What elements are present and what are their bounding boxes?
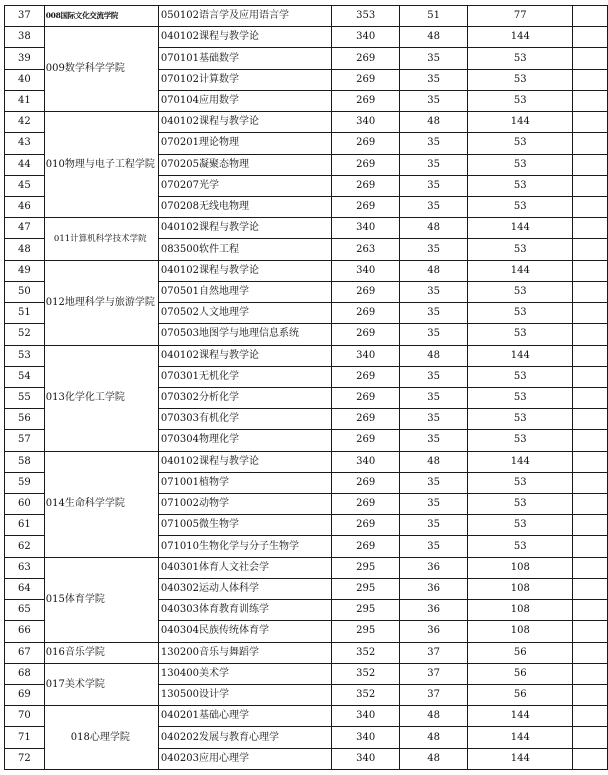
single-subject-score-cell: 48	[399, 345, 467, 366]
blank-cell	[573, 748, 608, 769]
single-subject-score-cell: 35	[399, 175, 467, 196]
other-subject-score-cell: 53	[468, 90, 573, 111]
blank-cell	[573, 154, 608, 175]
college-cell: 015体育学院	[44, 557, 158, 642]
total-score-cell: 340	[332, 345, 399, 366]
major-cell: 070207光学	[158, 175, 332, 196]
single-subject-score-cell: 35	[399, 387, 467, 408]
single-subject-score-cell: 35	[399, 48, 467, 69]
major-cell: 070303有机化学	[158, 409, 332, 430]
blank-cell	[573, 642, 608, 663]
other-subject-score-cell: 144	[468, 727, 573, 748]
blank-cell	[573, 48, 608, 69]
single-subject-score-cell: 35	[399, 494, 467, 515]
row-number-cell: 50	[5, 281, 45, 302]
row-number-cell: 51	[5, 303, 45, 324]
table-row	[5, 260, 608, 281]
total-score-cell: 340	[332, 706, 399, 727]
college-cell: 010物理与电子工程学院	[44, 112, 158, 218]
single-subject-score-cell: 35	[399, 154, 467, 175]
major-cell: 040102课程与教学论	[158, 218, 332, 239]
total-score-cell: 269	[332, 90, 399, 111]
blank-cell	[573, 515, 608, 536]
blank-cell	[573, 685, 608, 706]
row-number-cell: 54	[5, 366, 45, 387]
single-subject-score-cell: 35	[399, 69, 467, 90]
total-score-cell: 269	[332, 366, 399, 387]
major-cell: 070501自然地理学	[158, 281, 332, 302]
blank-cell	[573, 451, 608, 472]
other-subject-score-cell: 53	[468, 515, 573, 536]
single-subject-score-cell: 37	[399, 663, 467, 684]
other-subject-score-cell: 144	[468, 112, 573, 133]
blank-cell	[573, 239, 608, 260]
total-score-cell: 295	[332, 578, 399, 599]
college-cell: 017美术学院	[44, 663, 158, 705]
major-cell: 040304民族传统体育学	[158, 621, 332, 642]
single-subject-score-cell: 36	[399, 557, 467, 578]
blank-cell	[573, 706, 608, 727]
other-subject-score-cell: 56	[468, 685, 573, 706]
single-subject-score-cell: 48	[399, 748, 467, 769]
total-score-cell: 269	[332, 48, 399, 69]
total-score-cell: 269	[332, 472, 399, 493]
other-subject-score-cell: 56	[468, 642, 573, 663]
other-subject-score-cell: 144	[468, 27, 573, 48]
major-cell: 130500设计学	[158, 685, 332, 706]
major-cell: 071001植物学	[158, 472, 332, 493]
total-score-cell: 269	[332, 154, 399, 175]
major-cell: 040301体育人文社会学	[158, 557, 332, 578]
major-cell: 040102课程与教学论	[158, 345, 332, 366]
college-cell: 016音乐学院	[44, 642, 158, 663]
total-score-cell: 295	[332, 621, 399, 642]
total-score-cell: 263	[332, 239, 399, 260]
single-subject-score-cell: 35	[399, 196, 467, 217]
row-number-cell: 63	[5, 557, 45, 578]
major-cell: 130200音乐与舞蹈学	[158, 642, 332, 663]
other-subject-score-cell: 53	[468, 430, 573, 451]
blank-cell	[573, 281, 608, 302]
single-subject-score-cell: 48	[399, 218, 467, 239]
table-row	[5, 112, 608, 133]
other-subject-score-cell: 53	[468, 324, 573, 345]
row-number-cell: 68	[5, 663, 45, 684]
major-cell: 070201理论物理	[158, 133, 332, 154]
single-subject-score-cell: 35	[399, 324, 467, 345]
single-subject-score-cell: 36	[399, 578, 467, 599]
single-subject-score-cell: 35	[399, 430, 467, 451]
total-score-cell: 269	[332, 387, 399, 408]
blank-cell	[573, 430, 608, 451]
single-subject-score-cell: 35	[399, 515, 467, 536]
other-subject-score-cell: 108	[468, 621, 573, 642]
row-number-cell: 39	[5, 48, 45, 69]
total-score-cell: 269	[332, 536, 399, 557]
total-score-cell: 269	[332, 69, 399, 90]
blank-cell	[573, 112, 608, 133]
table-row	[5, 218, 608, 239]
major-cell: 071010生物化学与分子生物学	[158, 536, 332, 557]
single-subject-score-cell: 48	[399, 260, 467, 281]
row-number-cell: 71	[5, 727, 45, 748]
other-subject-score-cell: 53	[468, 281, 573, 302]
blank-cell	[573, 366, 608, 387]
row-number-cell: 45	[5, 175, 45, 196]
total-score-cell: 269	[332, 175, 399, 196]
single-subject-score-cell: 35	[399, 536, 467, 557]
other-subject-score-cell: 53	[468, 409, 573, 430]
other-subject-score-cell: 144	[468, 260, 573, 281]
row-number-cell: 41	[5, 90, 45, 111]
major-cell: 070304物理化学	[158, 430, 332, 451]
single-subject-score-cell: 48	[399, 112, 467, 133]
major-cell: 040102课程与教学论	[158, 260, 332, 281]
total-score-cell: 352	[332, 685, 399, 706]
major-cell: 040201基础心理学	[158, 706, 332, 727]
blank-cell	[573, 536, 608, 557]
total-score-cell: 340	[332, 727, 399, 748]
blank-cell	[573, 69, 608, 90]
major-cell: 040203应用心理学	[158, 748, 332, 769]
major-cell: 070205凝聚态物理	[158, 154, 332, 175]
blank-cell	[573, 6, 608, 27]
other-subject-score-cell: 53	[468, 239, 573, 260]
row-number-cell: 37	[5, 6, 45, 27]
single-subject-score-cell: 37	[399, 685, 467, 706]
other-subject-score-cell: 108	[468, 600, 573, 621]
other-subject-score-cell: 144	[468, 218, 573, 239]
table-row	[5, 451, 608, 472]
blank-cell	[573, 175, 608, 196]
single-subject-score-cell: 48	[399, 727, 467, 748]
other-subject-score-cell: 53	[468, 175, 573, 196]
total-score-cell: 340	[332, 112, 399, 133]
other-subject-score-cell: 108	[468, 578, 573, 599]
other-subject-score-cell: 53	[468, 366, 573, 387]
college-cell: 011计算机科学技术学院	[44, 218, 158, 260]
major-cell: 070208无线电物理	[158, 196, 332, 217]
total-score-cell: 340	[332, 27, 399, 48]
table-row	[5, 345, 608, 366]
major-cell: 040202发展与教育心理学	[158, 727, 332, 748]
other-subject-score-cell: 144	[468, 345, 573, 366]
other-subject-score-cell: 144	[468, 748, 573, 769]
row-number-cell: 60	[5, 494, 45, 515]
blank-cell	[573, 600, 608, 621]
blank-cell	[573, 578, 608, 599]
row-number-cell: 70	[5, 706, 45, 727]
other-subject-score-cell: 53	[468, 387, 573, 408]
row-number-cell: 56	[5, 409, 45, 430]
total-score-cell: 340	[332, 451, 399, 472]
major-cell: 070302分析化学	[158, 387, 332, 408]
major-cell: 070502人文地理学	[158, 303, 332, 324]
other-subject-score-cell: 144	[468, 706, 573, 727]
score-table	[4, 5, 608, 770]
row-number-cell: 42	[5, 112, 45, 133]
total-score-cell: 269	[332, 133, 399, 154]
blank-cell	[573, 27, 608, 48]
total-score-cell: 269	[332, 196, 399, 217]
major-cell: 071002动物学	[158, 494, 332, 515]
total-score-cell: 340	[332, 748, 399, 769]
major-cell: 083500软件工程	[158, 239, 332, 260]
row-number-cell: 67	[5, 642, 45, 663]
major-cell: 040102课程与教学论	[158, 27, 332, 48]
table-row	[5, 663, 608, 684]
major-cell: 070101基础数学	[158, 48, 332, 69]
total-score-cell: 295	[332, 557, 399, 578]
other-subject-score-cell: 53	[468, 494, 573, 515]
blank-cell	[573, 494, 608, 515]
blank-cell	[573, 196, 608, 217]
total-score-cell: 352	[332, 663, 399, 684]
total-score-cell: 295	[332, 600, 399, 621]
other-subject-score-cell: 53	[468, 303, 573, 324]
row-number-cell: 62	[5, 536, 45, 557]
table-body	[5, 6, 608, 770]
total-score-cell: 353	[332, 6, 399, 27]
total-score-cell: 269	[332, 494, 399, 515]
blank-cell	[573, 557, 608, 578]
single-subject-score-cell: 35	[399, 281, 467, 302]
blank-cell	[573, 303, 608, 324]
single-subject-score-cell: 35	[399, 472, 467, 493]
blank-cell	[573, 387, 608, 408]
single-subject-score-cell: 48	[399, 451, 467, 472]
major-cell: 040102课程与教学论	[158, 112, 332, 133]
college-cell: 013化学化工学院	[44, 345, 158, 451]
blank-cell	[573, 663, 608, 684]
row-number-cell: 38	[5, 27, 45, 48]
single-subject-score-cell: 51	[399, 6, 467, 27]
table-row	[5, 642, 608, 663]
single-subject-score-cell: 36	[399, 621, 467, 642]
total-score-cell: 269	[332, 281, 399, 302]
total-score-cell: 269	[332, 303, 399, 324]
single-subject-score-cell: 48	[399, 706, 467, 727]
single-subject-score-cell: 35	[399, 90, 467, 111]
other-subject-score-cell: 56	[468, 663, 573, 684]
single-subject-score-cell: 35	[399, 409, 467, 430]
major-cell: 040303体育教育训练学	[158, 600, 332, 621]
other-subject-score-cell: 108	[468, 557, 573, 578]
other-subject-score-cell: 53	[468, 48, 573, 69]
row-number-cell: 55	[5, 387, 45, 408]
row-number-cell: 57	[5, 430, 45, 451]
total-score-cell: 352	[332, 642, 399, 663]
row-number-cell: 64	[5, 578, 45, 599]
single-subject-score-cell: 36	[399, 600, 467, 621]
blank-cell	[573, 472, 608, 493]
blank-cell	[573, 133, 608, 154]
row-number-cell: 61	[5, 515, 45, 536]
other-subject-score-cell: 77	[468, 6, 573, 27]
row-number-cell: 48	[5, 239, 45, 260]
total-score-cell: 269	[332, 409, 399, 430]
single-subject-score-cell: 35	[399, 239, 467, 260]
major-cell: 130400美术学	[158, 663, 332, 684]
total-score-cell: 340	[332, 260, 399, 281]
major-cell: 070104应用数学	[158, 90, 332, 111]
blank-cell	[573, 345, 608, 366]
college-cell: 018心理学院	[44, 706, 158, 770]
row-number-cell: 43	[5, 133, 45, 154]
single-subject-score-cell: 35	[399, 366, 467, 387]
row-number-cell: 52	[5, 324, 45, 345]
row-number-cell: 49	[5, 260, 45, 281]
major-cell: 071005微生物学	[158, 515, 332, 536]
row-number-cell: 58	[5, 451, 45, 472]
blank-cell	[573, 218, 608, 239]
row-number-cell: 72	[5, 748, 45, 769]
blank-cell	[573, 260, 608, 281]
major-cell: 070102计算数学	[158, 69, 332, 90]
major-cell: 050102语言学及应用语言学	[158, 6, 332, 27]
table-row	[5, 557, 608, 578]
table-row	[5, 706, 608, 727]
row-number-cell: 65	[5, 600, 45, 621]
other-subject-score-cell: 53	[468, 154, 573, 175]
table-row	[5, 6, 608, 27]
single-subject-score-cell: 35	[399, 133, 467, 154]
blank-cell	[573, 409, 608, 430]
row-number-cell: 46	[5, 196, 45, 217]
blank-cell	[573, 324, 608, 345]
single-subject-score-cell: 37	[399, 642, 467, 663]
row-number-cell: 66	[5, 621, 45, 642]
college-cell: 009数学科学学院	[44, 27, 158, 112]
other-subject-score-cell: 53	[468, 536, 573, 557]
major-cell: 070503地图学与地理信息系统	[158, 324, 332, 345]
blank-cell	[573, 90, 608, 111]
major-cell: 040102课程与教学论	[158, 451, 332, 472]
other-subject-score-cell: 53	[468, 196, 573, 217]
total-score-cell: 269	[332, 430, 399, 451]
major-cell: 040302运动人体科学	[158, 578, 332, 599]
total-score-cell: 269	[332, 515, 399, 536]
blank-cell	[573, 621, 608, 642]
table-row	[5, 27, 608, 48]
other-subject-score-cell: 53	[468, 133, 573, 154]
college-cell: 014生命科学学院	[44, 451, 158, 557]
row-number-cell: 47	[5, 218, 45, 239]
other-subject-score-cell: 53	[468, 472, 573, 493]
single-subject-score-cell: 35	[399, 303, 467, 324]
single-subject-score-cell: 48	[399, 27, 467, 48]
total-score-cell: 340	[332, 218, 399, 239]
major-cell: 070301无机化学	[158, 366, 332, 387]
row-number-cell: 40	[5, 69, 45, 90]
college-cell: 008国际文化交流学院	[44, 6, 158, 27]
other-subject-score-cell: 144	[468, 451, 573, 472]
blank-cell	[573, 727, 608, 748]
other-subject-score-cell: 53	[468, 69, 573, 90]
college-cell: 012地理科学与旅游学院	[44, 260, 158, 345]
row-number-cell: 53	[5, 345, 45, 366]
row-number-cell: 44	[5, 154, 45, 175]
total-score-cell: 269	[332, 324, 399, 345]
row-number-cell: 69	[5, 685, 45, 706]
row-number-cell: 59	[5, 472, 45, 493]
